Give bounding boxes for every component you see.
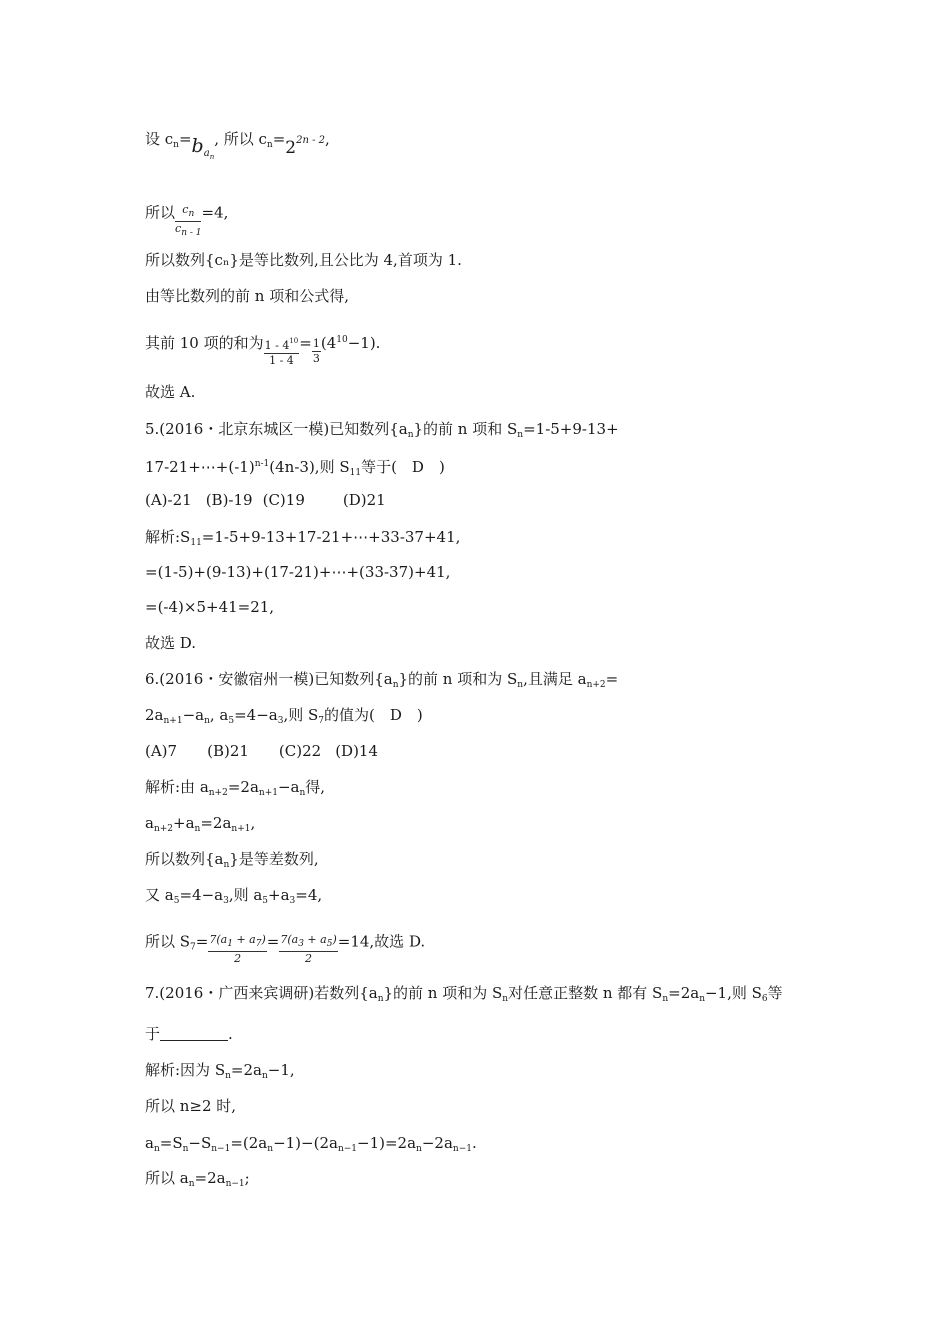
text: (4 (320, 334, 337, 352)
math-exponent: 2n - 2 (296, 135, 326, 146)
line-6: 故选 A. (145, 383, 196, 401)
line-21: 所以 $S_7=$ $\frac{7(a_1 + a_7)}{2}$ = $\frac{7(a_3 + a_5)}{2}$ =14,故选 D. (145, 932, 426, 965)
line-27: 所以 $a_n=2a_{n-1}$; (145, 1169, 250, 1189)
subscript: n (266, 140, 273, 150)
line-1 (145, 128, 330, 161)
text: 其前 10 项的和为 (145, 334, 264, 352)
line-8: $17-21+\cdots+(-1)^{n-1}(4n-3)$,则 $S_{11}$等于( D ) (145, 458, 445, 478)
math-two: 2 (285, 138, 297, 158)
line-15: $2a_{n+1}-a_n$, $a_5=4-a_3$,则 $S_7$的值为( D ) (145, 706, 423, 726)
line-26: $a_n=S_n-S_{n-1}=(2a_n-1)-(2a_{n-1}-1)=2a_n-2a_{n-1}$. (145, 1134, 477, 1154)
text: = (178, 130, 192, 148)
line-4: 由等比数列的前 n 项和公式得, (145, 287, 349, 305)
line-2 (145, 195, 229, 238)
line-23: 于 . (145, 1025, 233, 1043)
line-25: 所以 n≥2 时, (145, 1097, 237, 1115)
fraction-third: $\frac{1}{3}$ (312, 336, 320, 365)
line-16: (A)7 (B)21 (C)22 (D)14 (145, 742, 379, 760)
line-19: 所以数列$\{a_n\}$是等差数列, (145, 850, 319, 870)
text: = (272, 130, 286, 148)
text: 设 c (145, 130, 174, 148)
line-14: 6.(2016・安徽宿州一模)已知数列$\{a_n\}$的前 n 项和为 $S_n$,且满足 $a_{n+2}=$ (145, 670, 619, 690)
line-7: 5.(2016・北京东城区一模)已知数列$\{a_n\}$的前 n 项和 $S_n=1-5+9-13+$ (145, 420, 619, 440)
line-13: 故选 D. (145, 634, 197, 652)
fraction-s7b: $\frac{7(a_3 + a_5)}{2}$ (280, 933, 337, 965)
text: , 所以 c (214, 130, 267, 148)
line-17: 解析:由 $a_{n+2}=2a_{n+1}-a_n$得, (145, 778, 326, 798)
line-18: $a_{n+2}+a_n=2a_{n+1}$, (145, 814, 256, 834)
line-22: 7.(2016・广西来宾调研)若数列$\{a_n\}$的前 n 项和为 $S_n$对任意正整数 n 都有 $S_n=2a_n-1$,则 $S_6$等 (145, 984, 783, 1004)
text: =4, (201, 203, 229, 222)
line-9: (A)-21 (B)-19 (C)19 (D)21 (145, 491, 386, 509)
subscript: n (173, 140, 179, 150)
line-12: =(-4)×5+41=21, (145, 598, 275, 616)
text: = (299, 334, 312, 352)
text: −1). (347, 334, 381, 352)
line-10: 解析$:S_{11}=1-5+9-13+17-21+\cdots+33-37+41$, (145, 528, 461, 548)
line-20: 又 $a_5=4-a_3$,则 $a_5+a_3=4$, (145, 886, 323, 906)
math-sub-a: a (203, 148, 210, 159)
fraction-s7a: $\frac{7(a_1 + a_7)}{2}$ (209, 933, 266, 965)
fraction-sum: $\frac{1 - 4^{10}}{1 - 4}$ (264, 334, 300, 368)
answer-blank[interactable] (160, 1026, 228, 1041)
fraction-cn: $\frac{c_n}{c_{n - 1}}$ (175, 203, 202, 238)
text: 所以 (145, 203, 176, 222)
line-11: =(1-5)+(9-13)+(17-21)+⋯+(33-37)+41, (145, 563, 451, 581)
text: , (325, 130, 330, 148)
superscript: 10 (336, 335, 348, 345)
line-5 (145, 327, 381, 367)
line-24: 解析:因为 $S_n=2a_n-1$, (145, 1061, 295, 1081)
math-sub-n: n (209, 153, 215, 161)
math-b: b (191, 135, 204, 157)
line-3: 所以数列{cₙ}是等比数列,且公比为 4,首项为 1. (145, 251, 462, 269)
